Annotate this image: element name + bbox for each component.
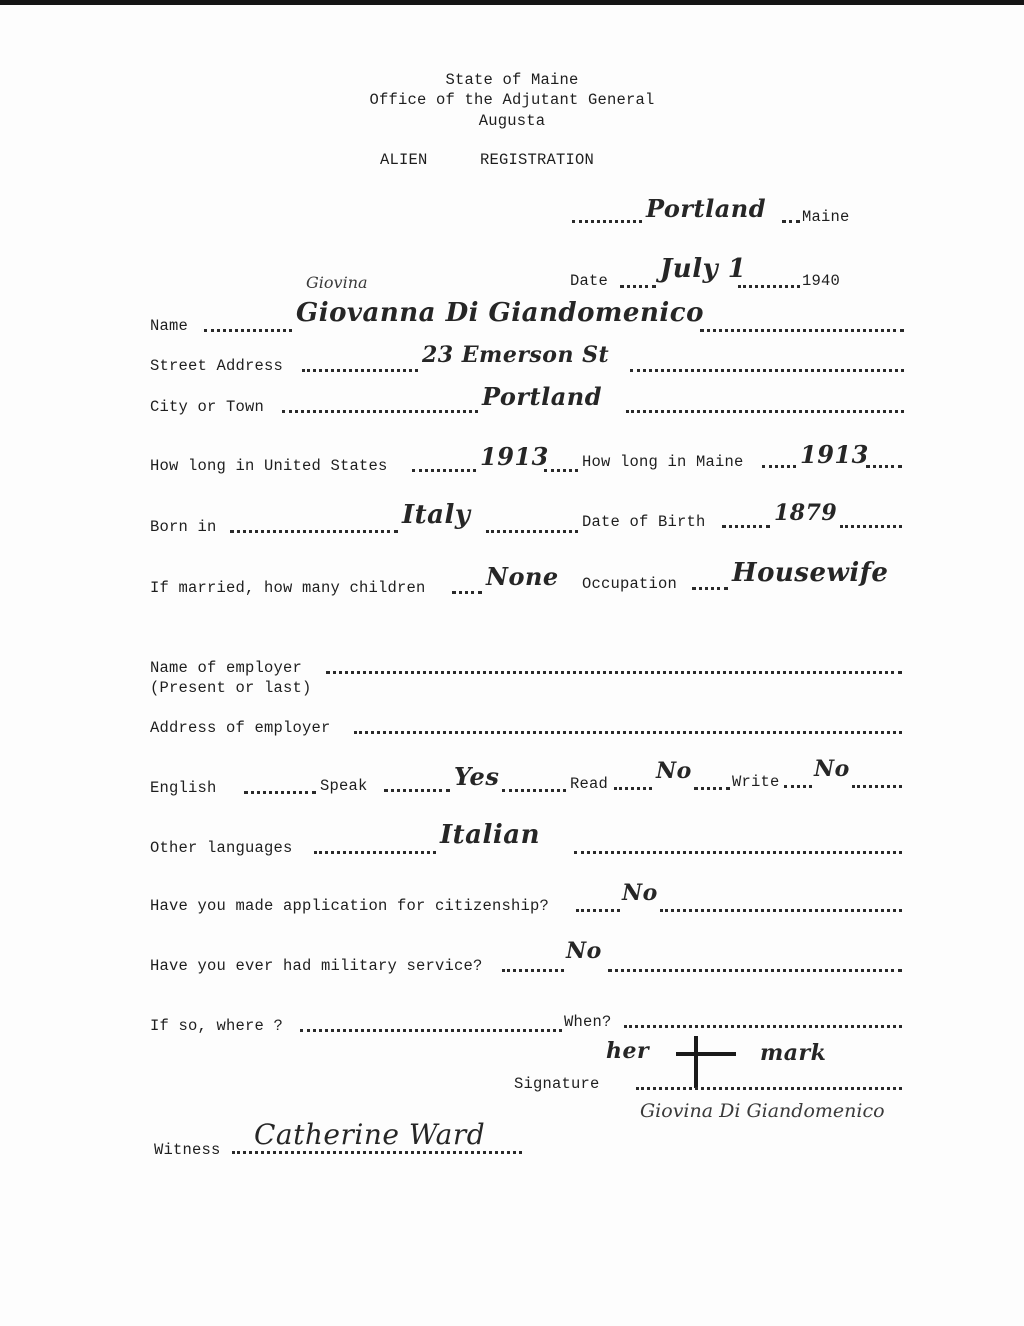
city-dots	[282, 410, 478, 413]
read-value: No	[656, 758, 692, 784]
speak-dots-after	[502, 789, 566, 792]
us-residence-dots	[412, 469, 476, 472]
header-city: Augusta	[478, 112, 546, 130]
occupation-value: Housewife	[732, 558, 889, 588]
maine-residence-label: How long in Maine	[582, 453, 744, 471]
us-residence-label: How long in United States	[150, 457, 388, 475]
where-dots	[300, 1029, 562, 1032]
maine-residence-value: 1913	[800, 440, 869, 469]
mark-left-text: her	[606, 1038, 650, 1064]
witness-dots	[232, 1151, 522, 1154]
form-title-alien: ALIEN	[380, 151, 428, 169]
read-label: Read	[570, 775, 609, 793]
citizenship-value: No	[622, 880, 658, 906]
signature-cross-horizontal	[676, 1052, 736, 1056]
city-value: Portland	[482, 382, 603, 411]
header-office: Office of the Adjutant General	[369, 91, 655, 109]
street-dots-after	[630, 369, 904, 372]
other-languages-value: Italian	[440, 820, 541, 850]
maine-residence-dots	[762, 465, 796, 468]
dob-dots	[722, 525, 770, 528]
children-value: None	[486, 562, 559, 591]
employer-sublabel: (Present or last)	[150, 679, 312, 697]
name-label: Name	[150, 317, 189, 335]
born-value: Italy	[402, 500, 471, 530]
military-dots	[502, 969, 564, 972]
when-label: When?	[564, 1013, 612, 1031]
place-value: Portland	[646, 194, 767, 223]
write-dots	[784, 785, 812, 788]
where-label: If so, where ?	[150, 1017, 284, 1035]
dob-label: Date of Birth	[582, 513, 706, 531]
signature-cross-vertical	[694, 1036, 698, 1088]
english-dots	[244, 791, 316, 794]
children-dots	[452, 591, 482, 594]
employer-address-label: Address of employer	[150, 719, 331, 737]
speak-dots	[384, 789, 450, 792]
write-label: Write	[732, 773, 780, 791]
street-dots	[302, 369, 418, 372]
read-dots-after	[694, 787, 730, 790]
signature-dots	[636, 1087, 902, 1090]
employer-label: Name of employer	[150, 659, 303, 677]
name-value: Giovanna Di Giandomenico	[296, 298, 704, 328]
other-languages-dots	[314, 851, 436, 854]
speak-label: Speak	[320, 777, 368, 795]
street-value: 23 Emerson St	[422, 342, 610, 368]
date-label: Date	[570, 272, 609, 290]
other-languages-label: Other languages	[150, 839, 293, 857]
witness-signature: Catherine Ward	[254, 1118, 486, 1151]
date-dots	[620, 285, 656, 288]
maine-residence-dots-after	[866, 465, 902, 468]
read-dots	[614, 787, 652, 790]
place-dots-after	[782, 220, 800, 223]
military-value: No	[566, 938, 602, 964]
dob-dots-after	[840, 525, 902, 528]
witness-label: Witness	[154, 1141, 221, 1159]
name-dots	[204, 329, 292, 332]
place-dots	[572, 220, 642, 223]
military-label: Have you ever had military service?	[150, 957, 483, 975]
us-residence-dots-after	[544, 469, 578, 472]
name-correction: Giovina	[306, 273, 368, 292]
signature-label: Signature	[514, 1075, 600, 1093]
us-residence-value: 1913	[480, 442, 549, 471]
city-dots-after	[626, 410, 904, 413]
citizenship-dots-after	[660, 909, 902, 912]
employer-address-dots	[354, 731, 902, 734]
occupation-label: Occupation	[582, 575, 678, 593]
born-label: Born in	[150, 518, 217, 536]
when-dots	[624, 1025, 902, 1028]
street-label: Street Address	[150, 357, 284, 375]
city-label: City or Town	[150, 398, 265, 416]
place-suffix: Maine	[802, 208, 850, 226]
mark-right-text: mark	[760, 1040, 827, 1066]
citizenship-dots	[576, 909, 620, 912]
date-value: July 1	[660, 254, 747, 284]
write-value: No	[814, 756, 850, 782]
signature-written-name: Giovina Di Giandomenico	[640, 1100, 885, 1122]
children-label: If married, how many children	[150, 579, 426, 597]
born-dots-after	[486, 530, 578, 533]
occupation-dots	[692, 587, 728, 590]
born-dots	[230, 530, 398, 533]
scan-top-border	[0, 0, 1024, 5]
military-dots-after	[608, 969, 902, 972]
other-languages-dots-after	[574, 851, 902, 854]
employer-dots	[326, 671, 902, 674]
date-year: 1940	[802, 272, 841, 290]
header-state: State of Maine	[445, 71, 579, 89]
write-dots-after	[852, 785, 902, 788]
speak-value: Yes	[454, 762, 500, 791]
citizenship-label: Have you made application for citizenship?	[150, 897, 550, 915]
form-title-registration: REGISTRATION	[480, 151, 595, 169]
english-label: English	[150, 779, 217, 797]
name-dots-after	[700, 329, 904, 332]
dob-value: 1879	[774, 500, 838, 526]
date-dots-after	[738, 285, 800, 288]
